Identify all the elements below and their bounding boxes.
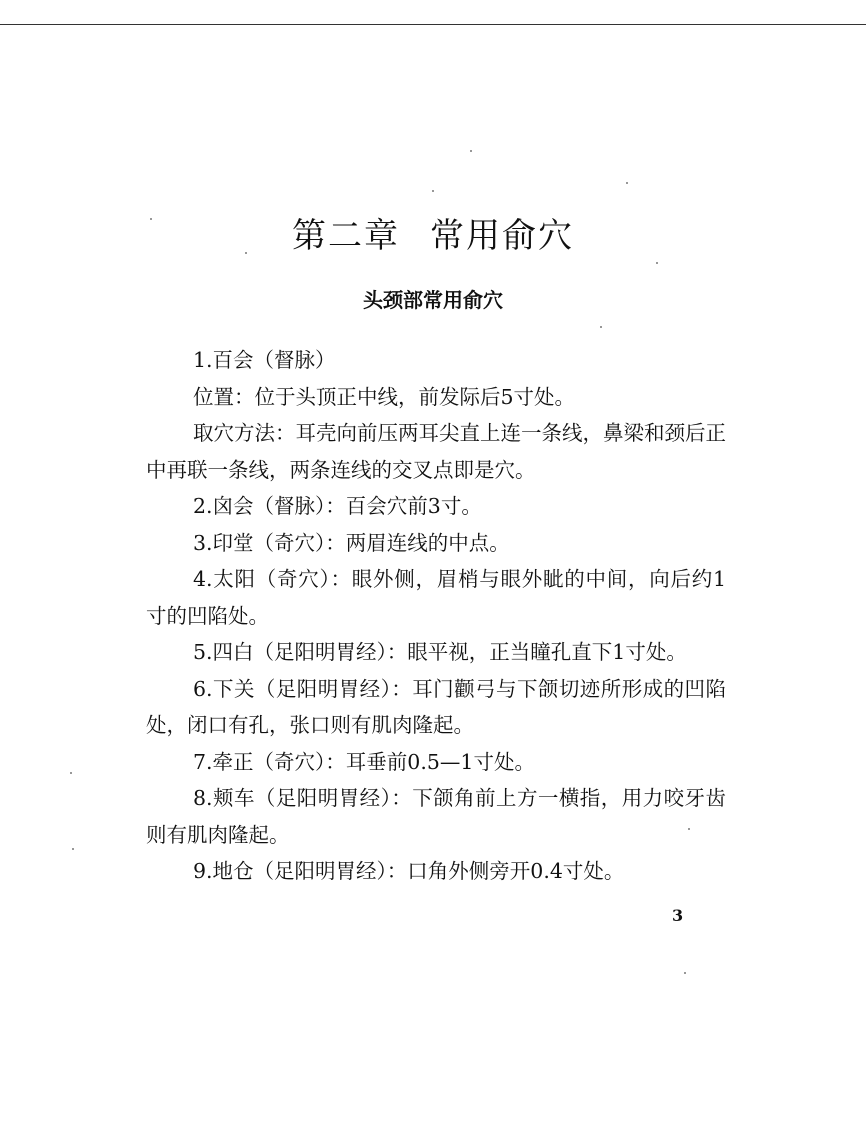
scan-speck bbox=[432, 190, 434, 192]
paragraph-dicang: 9.地仓（足阳明胃经）：口角外侧旁开0.4寸处。 bbox=[193, 859, 625, 883]
scan-speck bbox=[245, 252, 247, 254]
scan-speck bbox=[72, 848, 74, 850]
scan-speck bbox=[600, 326, 602, 328]
paragraph-baihui-heading: 1.百会（督脉） bbox=[193, 348, 336, 372]
paragraph-baihui-position: 位置：位于头顶正中线，前发际后5寸处。 bbox=[193, 384, 576, 409]
paragraph-jiache: 8.颊车（足阳明胃经）：下颌角前上方一横指，用力咬牙齿则有肌肉隆起。 bbox=[146, 786, 726, 847]
section-title: 头颈部常用俞穴 bbox=[363, 288, 503, 312]
body-text bbox=[146, 342, 726, 890]
scan-speck bbox=[656, 262, 658, 264]
paragraph-qianzheng: 7.牵正（奇穴）：耳垂前0.5—1寸处。 bbox=[193, 749, 535, 774]
scan-speck bbox=[470, 150, 472, 152]
scan-speck bbox=[684, 972, 686, 974]
chapter-number: 第二章 bbox=[292, 216, 400, 256]
chapter-name: 常用俞穴 bbox=[430, 216, 574, 256]
scan-speck bbox=[150, 218, 152, 220]
paragraph-sibai: 5.四白（足阳明胃经）：眼平视，正当瞳孔直下1寸处。 bbox=[193, 640, 687, 664]
scan-speck bbox=[688, 828, 690, 830]
paragraph-taiyang: 4.太阳（奇穴）：眼外侧，眉梢与眼外眦的中间，向后约1寸的凹陷处。 bbox=[146, 567, 726, 628]
scan-speck bbox=[70, 772, 72, 774]
page-number: 3 bbox=[672, 906, 684, 925]
top-rule bbox=[0, 24, 866, 25]
paragraph-yintang: 3.印堂（奇穴）：两眉连线的中点。 bbox=[193, 530, 510, 555]
chapter-title bbox=[0, 208, 866, 257]
scan-speck bbox=[626, 182, 628, 184]
paragraph-baihui-method: 取穴方法：耳壳向前压两耳尖直上连一条线，鼻梁和颈后正中再联一条线，两条连线的交叉点即是穴。 bbox=[146, 421, 726, 482]
paragraph-xiaguan: 6.下关（足阳明胃经）：耳门颧弓与下颌切迹所形成的凹陷处，闭口有孔，张口则有肌肉隆起。 bbox=[146, 676, 726, 737]
paragraph-xinhui: 2.囟会（督脉）：百会穴前3寸。 bbox=[193, 494, 482, 518]
